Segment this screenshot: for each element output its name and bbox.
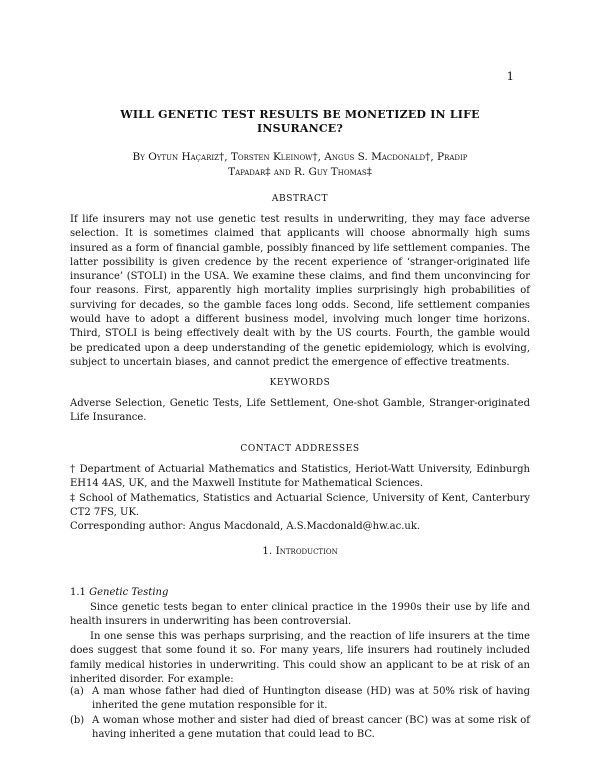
paper-title bbox=[70, 108, 530, 136]
keywords-text: Adverse Selection, Genetic Tests, Life Settlement, One-shot Gamble, Stranger-originated Life Insurance. bbox=[70, 398, 530, 424]
page-number: 1 bbox=[506, 69, 514, 83]
intro-paragraph-2: In one sense this was perhaps surprising, and the reaction of life insurers at the time does suggest that some found it so. For many years, life insurers had routinely included family medical histories in underwriting. This could show an applicant to be at risk of an inherited disorder. For example: bbox=[70, 631, 530, 685]
title-line-2: INSURANCE? bbox=[256, 122, 344, 135]
abstract-heading: ABSTRACT bbox=[271, 194, 329, 204]
intro-paragraph-1: Since genetic tests began to enter clinical practice in the 1990s their use by life and health insurers in underwriting has been controversial. bbox=[70, 602, 530, 628]
authors-line-1: By Oytun Haçariz†, Torsten Kleinow†, Angus S. Macdonald†, Pradip bbox=[132, 151, 468, 163]
list-item-text: A man whose father had died of Huntington disease (HD) was at 50% risk of having inherited the gene mutation responsible for it. bbox=[92, 686, 530, 712]
subsection-number: 1.1 bbox=[70, 587, 86, 598]
list-item-text: A woman whose mother and sister had died of breast cancer (BC) was at some risk of having inherited a gene mutation that could lead to BC. bbox=[92, 715, 530, 741]
title-line-1: WILL GENETIC TEST RESULTS BE MONETIZED IN LIFE bbox=[120, 108, 480, 121]
section-title: 1. Introduction bbox=[262, 545, 338, 557]
abstract-text: If life insurers may not use genetic test results in underwriting, they may face adverse selection. It is sometimes claimed that applicants will choose abnormally high sums insured as a form of financial gamble, possibly financed by life settlement companies. The latter possibility is given credence by the recent experience of ‘stranger-originated life insurance’ (STOLI) in the USA. We examine these claims, and find them unconvincing for four reasons. First, apparently high mortality implies surprisingly high probabilities of surviving for decades, so the gamble faces long odds. Second, life settlement companies would have to adopt a different business model, involving much longer time horizons. Third, STOLI is being effectively dealt with by the US courts. Fourth, the gamble would be predicated upon a deep understanding of the genetic epidemiology, which is evolving, subject to uncertain biases, and cannot predict the emergence of effective treatments. bbox=[70, 214, 530, 368]
list-item bbox=[70, 714, 530, 743]
authors-line-2: Tapadar‡ and R. Guy Thomas‡ bbox=[228, 165, 372, 178]
list-item-label: (b) bbox=[70, 715, 85, 726]
author-list bbox=[70, 150, 530, 179]
contact-dagger-address: † Department of Actuarial Mathematics and Statistics, Heriot-Watt University, Edinburgh EH14 4AS, UK, and the Maxwell Institute for Mathematical Sciences. bbox=[70, 464, 530, 490]
contact-ddagger-address: ‡ School of Mathematics, Statistics and Actuarial Science, University of Kent, Canterbury CT2 7FS, UK. bbox=[70, 493, 530, 519]
corresponding-author: Corresponding author: Angus Macdonald, A.S.Macdonald@hw.ac.uk. bbox=[70, 521, 421, 532]
list-item bbox=[70, 685, 530, 714]
list-item-label: (a) bbox=[70, 686, 84, 697]
subsection-title: Genetic Testing bbox=[89, 587, 169, 598]
keywords-heading: KEYWORDS bbox=[269, 378, 331, 388]
contact-heading: CONTACT ADDRESSES bbox=[240, 444, 360, 454]
subsection-heading bbox=[70, 587, 168, 598]
